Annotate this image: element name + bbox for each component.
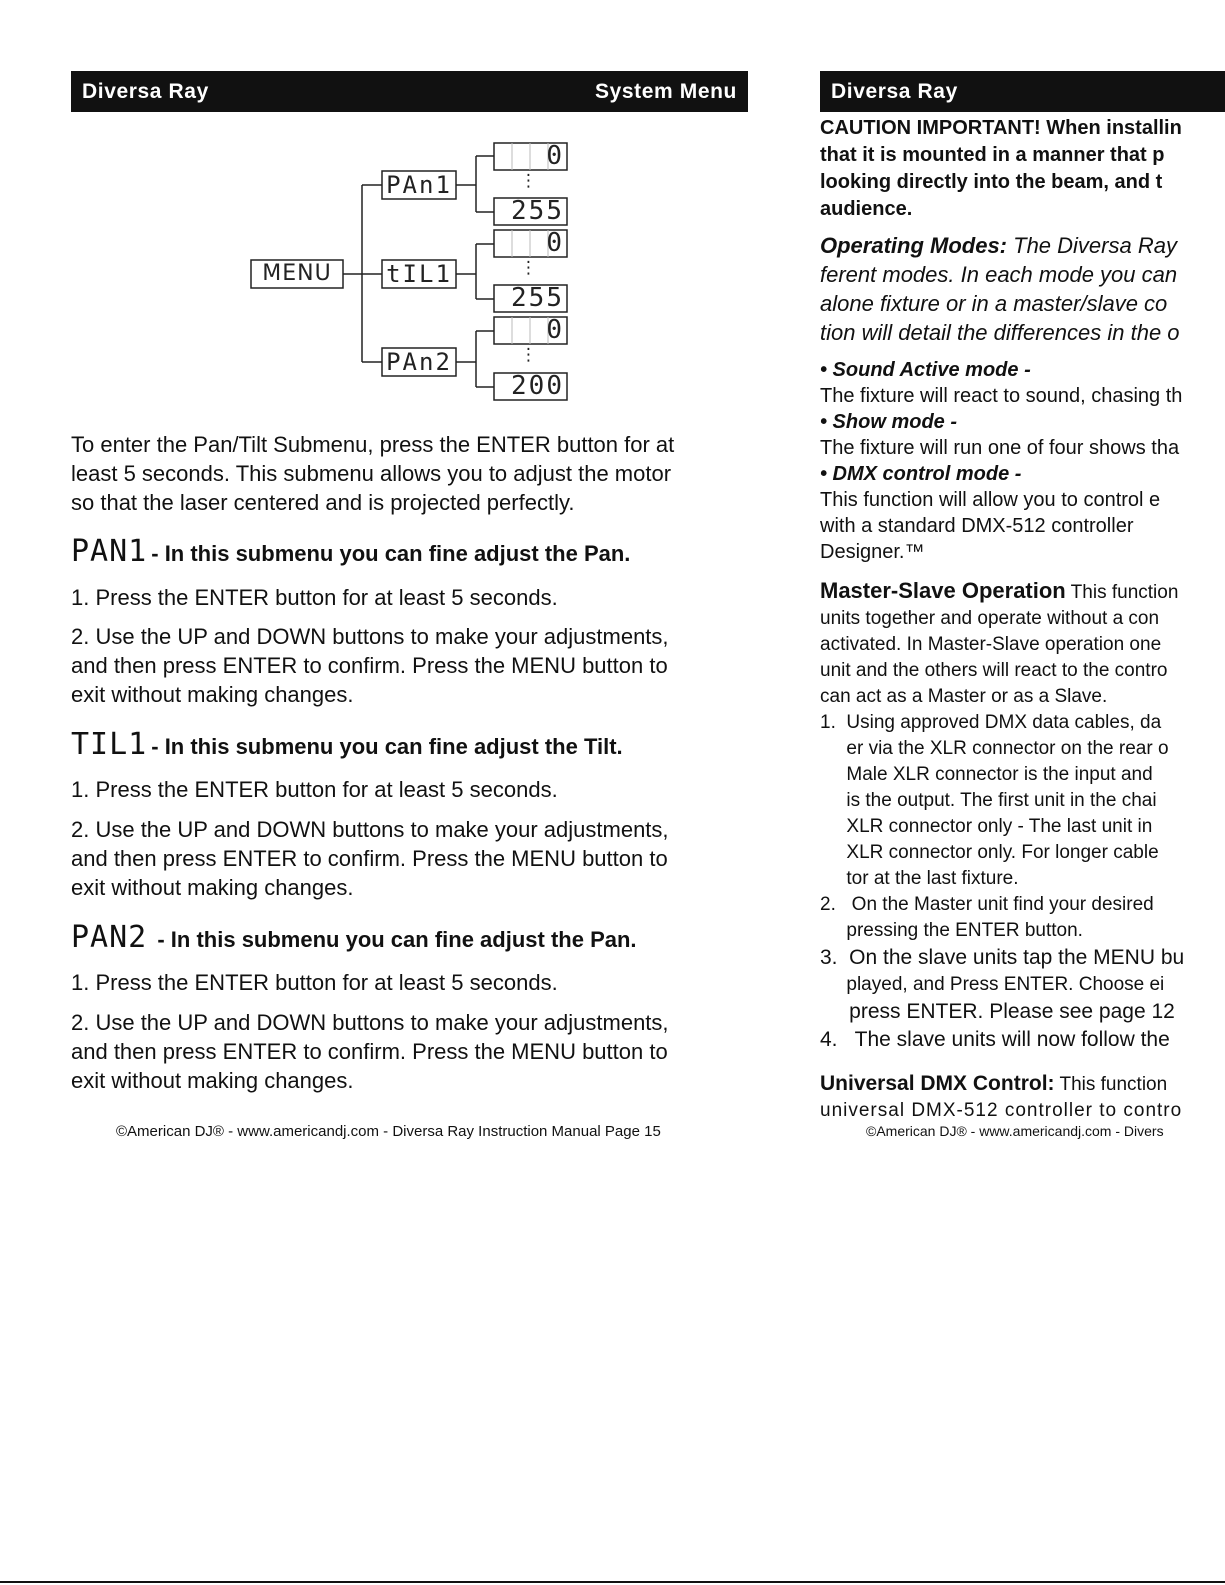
step-line: exit without making changes. <box>71 1068 354 1093</box>
step-line: and then press ENTER to confirm. Press the MENU button to <box>71 653 668 678</box>
operating-modes-label: Operating Modes: <box>820 233 1008 258</box>
pan2-heading-text: - In this submenu you can fine adjust the Pan. <box>151 927 637 952</box>
mode-text: with a standard DMX-512 controller <box>820 515 1134 537</box>
mode-text: This function will allow you to control e <box>820 489 1161 511</box>
pan2-step1: 1. Press the ENTER button for at least 5 seconds. <box>71 970 558 995</box>
tilt1-section-heading <box>71 727 761 762</box>
operating-line: The Diversa Ray <box>1007 233 1177 258</box>
left-footer: ©American DJ® - www.americandj.com - Diversa Ray Instruction Manual Page 15 <box>116 1123 661 1140</box>
pan1-step1: 1. Press the ENTER button for at least 5 seconds. <box>71 585 558 610</box>
universal-dmx-label: Universal DMX Control: <box>820 1072 1055 1095</box>
menu-label: MENU <box>262 261 332 286</box>
step-line: and then press ENTER to confirm. Press the MENU button to <box>71 846 668 871</box>
right-footer: ©American DJ® - www.americandj.com - Divers <box>866 1123 1164 1139</box>
master-slave-step: played, and Press ENTER. Choose ei <box>820 974 1165 995</box>
tilt1-min-value: 0 <box>546 228 564 258</box>
modes-list <box>820 357 1225 565</box>
universal-dmx-text: universal DMX-512 controller to contro <box>820 1100 1183 1121</box>
master-slave-step: Male XLR connector is the input and <box>820 764 1153 785</box>
tilt1-step2 <box>71 815 761 902</box>
master-slave-step: is the output. The first unit in the chai <box>820 790 1157 811</box>
pan1-step2 <box>71 622 761 709</box>
master-slave-label: Master-Slave Operation <box>820 578 1066 603</box>
mode-title: • Sound Active mode - <box>820 359 1031 381</box>
caution-block <box>820 115 1225 223</box>
operating-line: alone fixture or in a master/slave co <box>820 291 1168 316</box>
tilt1-step1: 1. Press the ENTER button for at least 5 seconds. <box>71 777 558 802</box>
master-slave-step: 4. The slave units will now follow the <box>820 1028 1170 1051</box>
master-slave-step: 2. On the Master unit find your desired <box>820 894 1154 915</box>
pan1-ellipsis: ⋮ <box>520 171 539 191</box>
mode-text: Designer.™ <box>820 541 925 563</box>
master-slave-step: tor at the last fixture. <box>820 868 1019 889</box>
section-title: System Menu <box>595 79 737 103</box>
step-line: exit without making changes. <box>71 875 354 900</box>
pan2-step2 <box>71 1008 761 1095</box>
master-slave-block <box>820 578 1225 1054</box>
step-line: and then press ENTER to confirm. Press the MENU button to <box>71 1039 668 1064</box>
intro-line: To enter the Pan/Tilt Submenu, press the ENTER button for at <box>71 432 675 457</box>
pan1-heading-text: - In this submenu you can fine adjust the Pan. <box>151 541 631 566</box>
step-line: exit without making changes. <box>71 682 354 707</box>
master-slave-text: unit and the others will react to the contro <box>820 660 1168 681</box>
step-line: 2. Use the UP and DOWN buttons to make your adjustments, <box>71 817 669 842</box>
tilt1-ellipsis: ⋮ <box>520 258 539 278</box>
intro-line: least 5 seconds. This submenu allows you to adjust the motor <box>71 461 672 486</box>
intro-paragraph <box>71 430 761 517</box>
tilt1-lcd-inline: TIL1 <box>71 727 148 762</box>
manual-title: Diversa Ray <box>82 79 209 103</box>
operating-line: tion will detail the differences in the o <box>820 320 1180 345</box>
pan1-max-value: 255 <box>511 196 564 226</box>
pan2-section-heading <box>71 920 761 955</box>
master-slave-step: er via the XLR connector on the rear o <box>820 738 1169 759</box>
tilt1-max-value: 255 <box>511 283 564 313</box>
universal-dmx-text: This function <box>1054 1074 1168 1095</box>
mode-text: The fixture will run one of four shows tha <box>820 437 1180 459</box>
bottom-rule <box>0 1581 1225 1583</box>
pan2-ellipsis: ⋮ <box>520 345 539 365</box>
mode-title: • Show mode - <box>820 411 958 433</box>
master-slave-text: activated. In Master-Slave operation one <box>820 634 1162 655</box>
pan2-max-value: 200 <box>511 371 564 401</box>
step-line: 2. Use the UP and DOWN buttons to make your adjustments, <box>71 624 669 649</box>
master-slave-step: press ENTER. Please see page 12 <box>820 1000 1175 1023</box>
caution-line: looking directly into the beam, and t <box>820 171 1163 193</box>
master-slave-text: units together and operate without a con <box>820 608 1160 629</box>
pan1-min-value: 0 <box>546 141 564 171</box>
universal-dmx-block <box>820 1071 1225 1124</box>
mode-title: • DMX control mode - <box>820 463 1022 485</box>
pan2-min-value: 0 <box>546 315 564 345</box>
operating-line: ferent modes. In each mode you can <box>820 262 1178 287</box>
pan1-lcd-inline: PAN1 <box>71 534 148 569</box>
tilt1-heading-text: - In this submenu you can fine adjust the Tilt. <box>151 734 623 759</box>
right-header-bar <box>820 71 1225 112</box>
pan2-lcd-inline: PAN2 <box>71 920 148 955</box>
step-line: 2. Use the UP and DOWN buttons to make your adjustments, <box>71 1010 669 1035</box>
pan2-lcd-label: PAn2 <box>386 348 452 376</box>
master-slave-text: can act as a Master or as a Slave. <box>820 686 1108 707</box>
intro-line: so that the laser centered and is projected perfectly. <box>71 490 575 515</box>
operating-modes-block <box>820 231 1225 347</box>
pan1-section-heading <box>71 534 761 569</box>
pan1-lcd-label: PAn1 <box>386 171 452 199</box>
caution-line: audience. <box>820 198 913 220</box>
caution-line: CAUTION IMPORTANT! When installin <box>820 117 1182 139</box>
master-slave-text: This function <box>1065 582 1179 603</box>
mode-text: The fixture will react to sound, chasing th <box>820 385 1183 407</box>
right-manual-title: Diversa Ray <box>831 79 958 103</box>
caution-line: that it is mounted in a manner that p <box>820 144 1165 166</box>
master-slave-step: 1. Using approved DMX data cables, da <box>820 712 1162 733</box>
tilt1-lcd-label: tIL1 <box>386 260 452 288</box>
master-slave-step: XLR connector only. For longer cable <box>820 842 1159 863</box>
master-slave-step: XLR connector only - The last unit in <box>820 816 1153 837</box>
master-slave-step: pressing the ENTER button. <box>820 920 1083 941</box>
master-slave-step: 3. On the slave units tap the MENU bu <box>820 946 1185 969</box>
